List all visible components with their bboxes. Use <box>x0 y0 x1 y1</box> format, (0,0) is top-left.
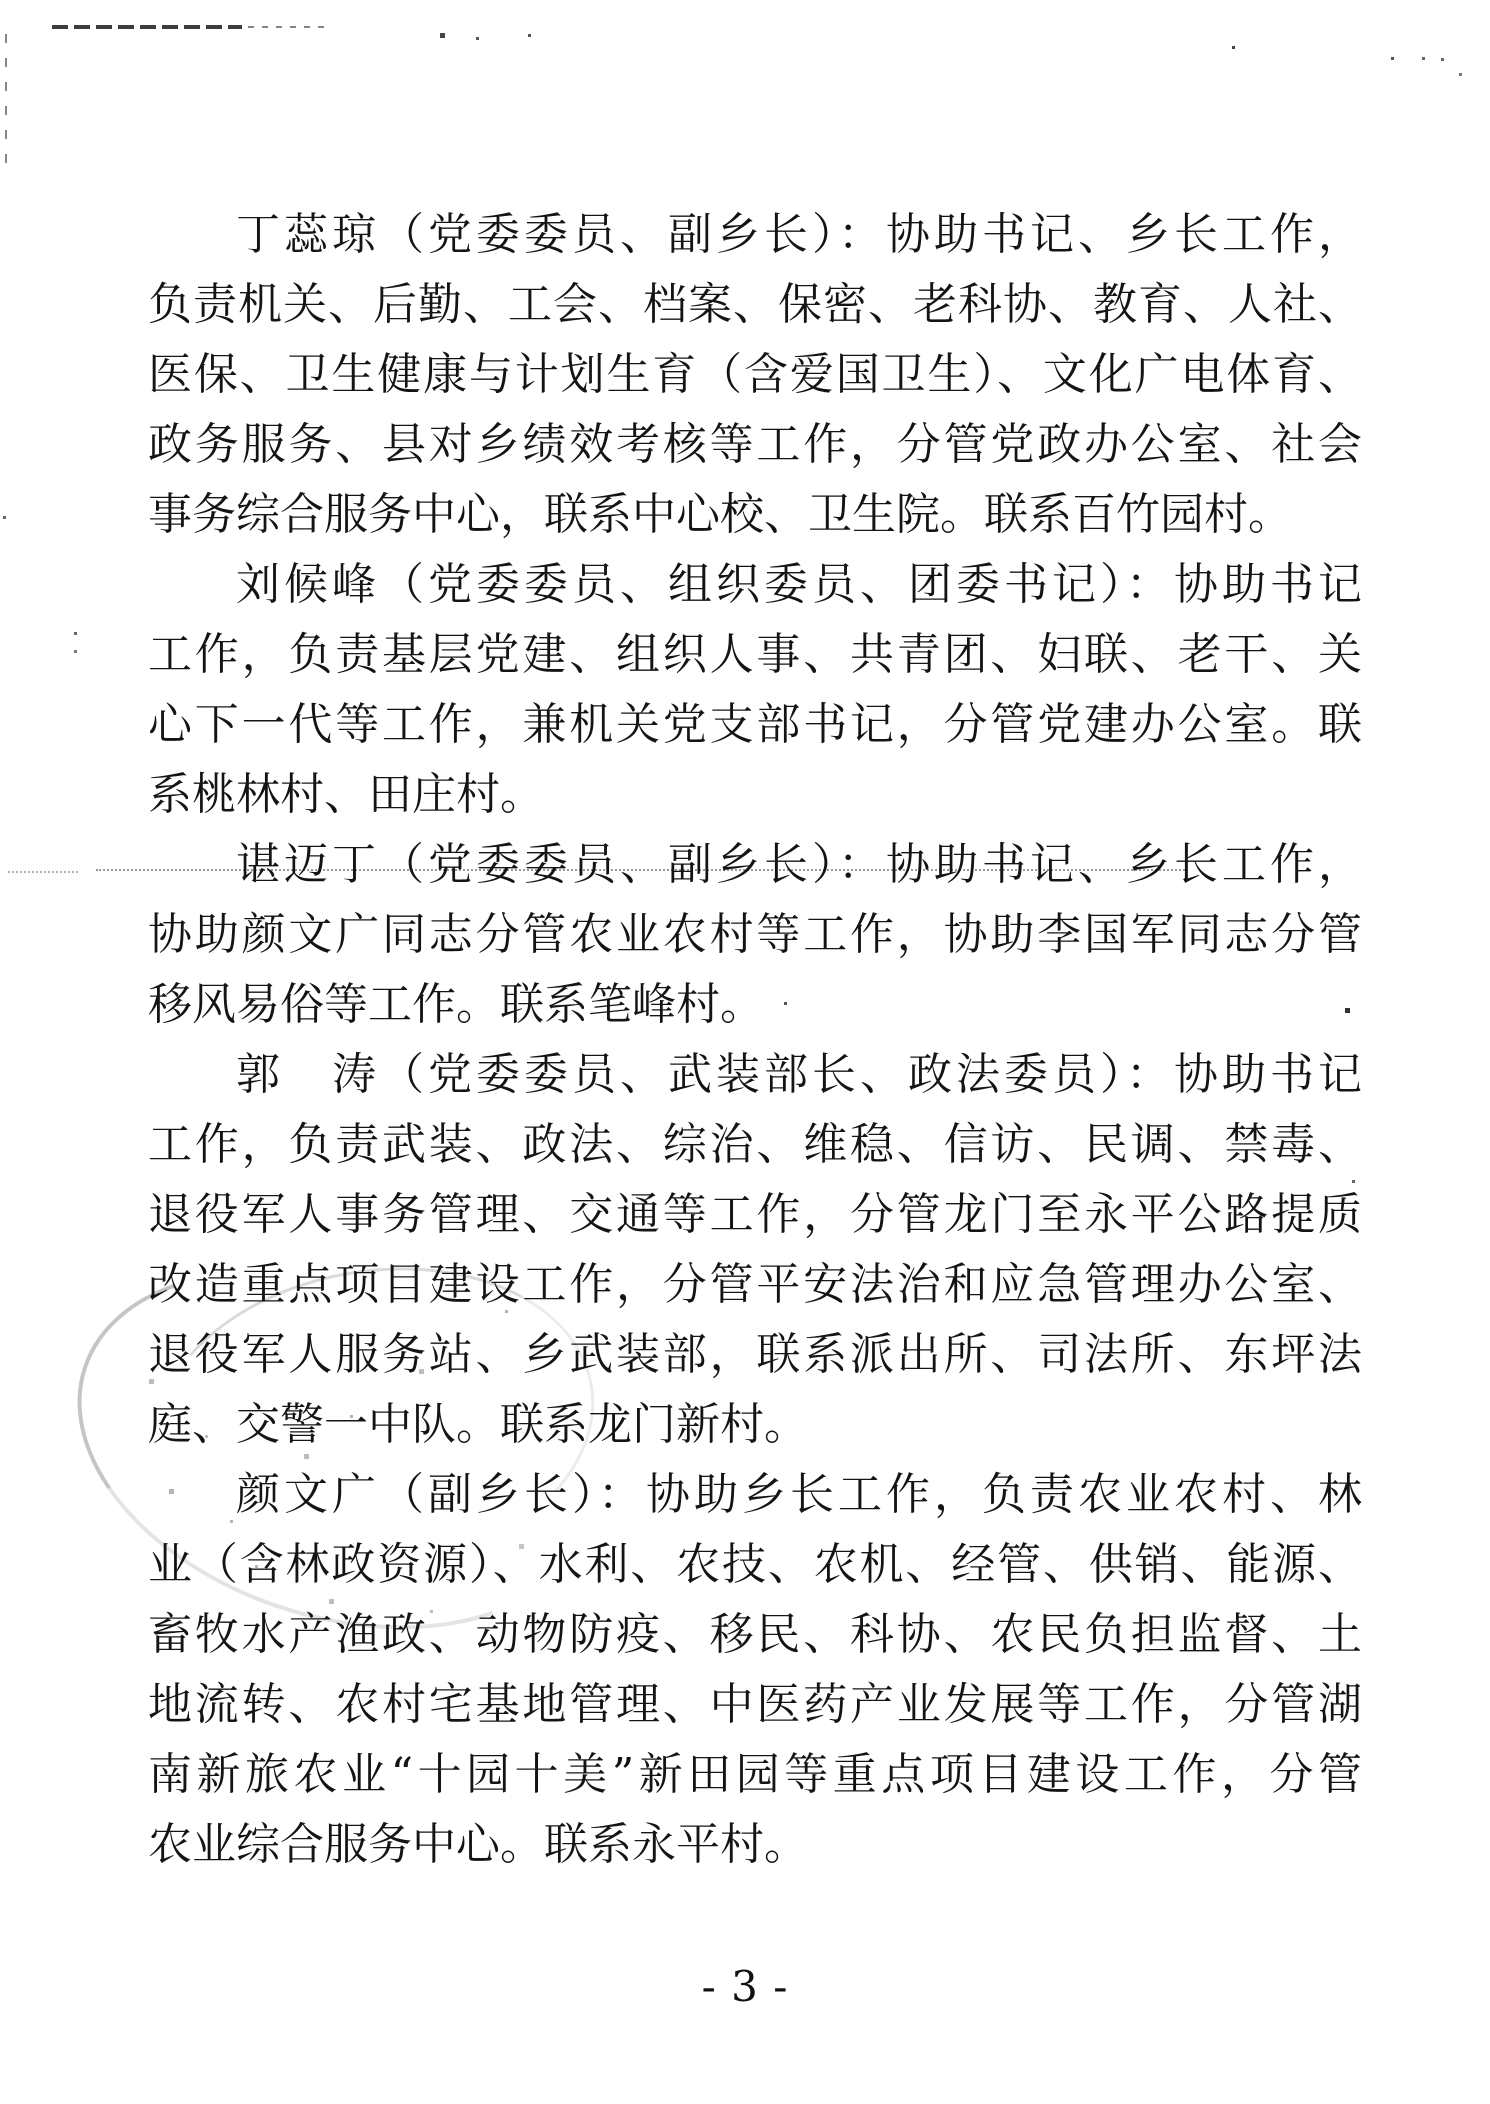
text-line: 业（含林政资源）、水利、农技、农机、经管、供销、能源、 <box>148 1539 1362 1590</box>
text-line: 协助颜文广同志分管农业农村等工作，协助李国军同志分管 <box>148 909 1362 960</box>
scan-artifact-top-dashes <box>52 25 242 29</box>
text-line: 退役军人服务站、乡武装部，联系派出所、司法所、东坪法 <box>148 1329 1362 1380</box>
text-line: 地流转、农村宅基地管理、中医药产业发展等工作，分管湖 <box>148 1679 1362 1730</box>
scan-artifact-top-dashes2 <box>248 26 328 28</box>
stamp-mark-speckles <box>0 0 3 3</box>
text-line: 南新旅农业“十园十美”新田园等重点项目建设工作，分管 <box>148 1749 1362 1800</box>
text-line: 退役军人事务管理、交通等工作，分管龙门至永平公路提质 <box>148 1189 1362 1240</box>
text-line: 农业综合服务中心。联系永平村。 <box>148 1819 808 1870</box>
scan-artifact-left-dashes <box>5 34 7 164</box>
text-line: 医保、卫生健康与计划生育（含爱国卫生）、文化广电体育、 <box>148 349 1362 400</box>
text-line: 工作，负责基层党建、组织人事、共青团、妇联、老干、关 <box>148 629 1362 680</box>
text-line: 负责机关、后勤、工会、档案、保密、老科协、教育、人社、 <box>148 279 1362 330</box>
text-line: 改造重点项目建设工作，分管平安法治和应急管理办公室、 <box>148 1259 1362 1310</box>
text-line: 丁蕊琼（党委委员、副乡长）：协助书记、乡长工作， <box>236 209 1362 260</box>
text-line: 刘候峰（党委委员、组织委员、团委书记）：协助书记 <box>236 559 1362 610</box>
text-line: 工作，负责武装、政法、综治、维稳、信访、民调、禁毒、 <box>148 1119 1362 1170</box>
text-line: 颜文广（副乡长）：协助乡长工作，负责农业农村、林 <box>236 1469 1362 1520</box>
text-line: 心下一代等工作，兼机关党支部书记，分管党建办公室。联 <box>148 699 1362 750</box>
text-line: 事务综合服务中心，联系中心校、卫生院。联系百竹园村。 <box>148 489 1292 540</box>
text-line: 移风易俗等工作。联系笔峰村。 <box>148 979 764 1030</box>
body-text <box>148 200 1362 1880</box>
text-line: 庭、交警一中队。联系龙门新村。 <box>148 1399 808 1450</box>
text-line: 畜牧水产渔政、动物防疫、移民、科协、农民负担监督、土 <box>148 1609 1362 1660</box>
text-line: 政务服务、县对乡绩效考核等工作，分管党政办公室、社会 <box>148 419 1362 470</box>
text-line: 郭 涛（党委委员、武装部长、政法委员）：协助书记 <box>236 1049 1362 1100</box>
page-number: - 3 - <box>701 1962 789 2011</box>
scan-artifact-dotted-line-left <box>8 871 78 873</box>
text-line: 谌迈丁（党委委员、副乡长）：协助书记、乡长工作， <box>236 839 1362 890</box>
text-line: 系桃林村、田庄村。 <box>148 769 544 820</box>
